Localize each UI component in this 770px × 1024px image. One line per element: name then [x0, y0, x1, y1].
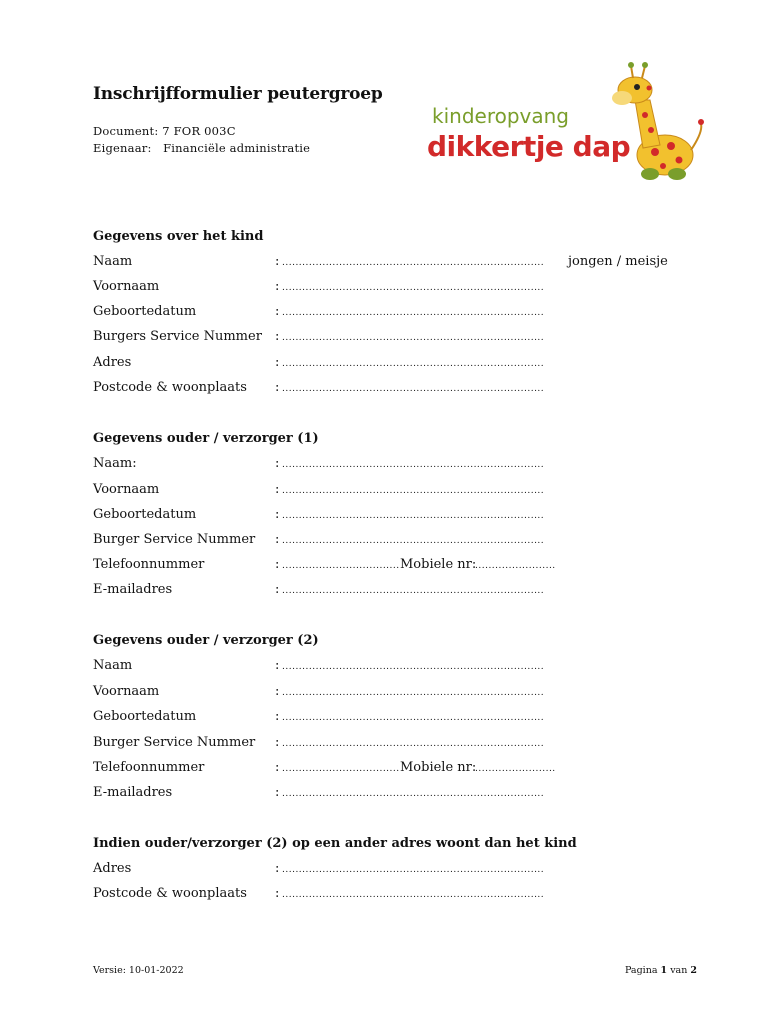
document-title: Inschrijfformulier peutergroep	[93, 84, 383, 104]
gender-choice[interactable]: jongen / meisje	[568, 254, 668, 269]
fill-line[interactable]: ..............................................................................	[282, 258, 545, 268]
fill-line-mobile[interactable]: ........................	[475, 764, 556, 774]
form-row	[93, 658, 693, 676]
field-colon: :	[275, 507, 280, 522]
field-colon: :	[275, 861, 280, 876]
field-label: Burgers Service Nummer	[93, 329, 262, 344]
form-row	[93, 861, 693, 879]
fill-line[interactable]: ..............................................................................	[282, 283, 545, 293]
field-label: Naam	[93, 254, 133, 269]
fill-line-mobile[interactable]: ........................	[475, 561, 556, 571]
fill-line[interactable]: ..............................................................................	[282, 460, 545, 470]
fill-line[interactable]: ..............................................................................	[282, 662, 545, 672]
fill-line[interactable]: ..............................................................................	[282, 486, 545, 496]
field-label: Geboortedatum	[93, 304, 197, 319]
footer-page-number	[625, 965, 697, 976]
field-label: Burger Service Nummer	[93, 735, 256, 750]
fill-line[interactable]: ...................................	[282, 561, 400, 571]
fill-line[interactable]: ..............................................................................	[282, 586, 545, 596]
field-label: Geboortedatum	[93, 709, 197, 724]
form-row	[93, 886, 693, 904]
fill-line[interactable]: ..............................................................................	[282, 890, 545, 900]
field-colon: :	[275, 482, 280, 497]
field-colon: :	[275, 355, 280, 370]
giraffe-icon	[605, 60, 715, 185]
logo-text-dikkertje-dap: dikkertje dap	[427, 130, 631, 163]
field-colon: :	[275, 709, 280, 724]
page-total: 2	[690, 965, 697, 976]
field-label: Naam	[93, 658, 133, 673]
page-separator: van	[670, 965, 688, 976]
logo-text-kinderopvang: kinderopvang	[432, 104, 569, 128]
field-colon: :	[275, 456, 280, 471]
field-colon: :	[275, 785, 280, 800]
section-heading-ouder1: Gegevens ouder / verzorger (1)	[93, 431, 319, 446]
document-number: Document: 7 FOR 003C	[93, 124, 236, 138]
fill-line[interactable]: ..............................................................................	[282, 333, 545, 343]
field-colon: :	[275, 304, 280, 319]
field-colon: :	[275, 380, 280, 395]
field-label: Burger Service Nummer	[93, 532, 256, 547]
section-heading-ouder2: Gegevens ouder / verzorger (2)	[93, 633, 319, 648]
field-colon: :	[275, 684, 280, 699]
field-label: Adres	[93, 861, 132, 876]
field-label: Telefoonnummer	[93, 760, 205, 775]
section-heading-kind: Gegevens over het kind	[93, 229, 264, 244]
fill-line[interactable]: ..............................................................................	[282, 739, 545, 749]
field-label: Voornaam	[93, 684, 160, 699]
page-prefix: Pagina	[624, 965, 658, 976]
fill-line[interactable]: ..............................................................................	[282, 713, 545, 723]
field-colon: :	[275, 735, 280, 750]
fill-line[interactable]: ..............................................................................	[282, 688, 545, 698]
field-colon: :	[275, 254, 280, 269]
form-row	[93, 329, 693, 347]
mobile-label: Mobiele nr:	[400, 557, 477, 572]
fill-line[interactable]: ..............................................................................	[282, 511, 545, 521]
form-row	[93, 380, 693, 398]
company-logo	[420, 60, 710, 190]
field-colon: :	[275, 329, 280, 344]
page-current: 1	[660, 965, 668, 976]
fill-line[interactable]: ..............................................................................	[282, 384, 545, 394]
form-row	[93, 507, 693, 525]
fill-line[interactable]: ..............................................................................	[282, 359, 545, 369]
form-row	[93, 735, 693, 753]
field-colon: :	[275, 582, 280, 597]
form-row	[93, 760, 693, 778]
footer-version: Versie: 10-01-2022	[93, 965, 184, 976]
mobile-label: Mobiele nr:	[400, 760, 477, 775]
field-label: Adres	[93, 355, 132, 370]
section-heading-ander-adres: Indien ouder/verzorger (2) op een ander adres woont dan het kind	[93, 836, 577, 851]
field-colon: :	[275, 760, 280, 775]
field-label: Voornaam	[93, 279, 160, 294]
fill-line[interactable]: ..............................................................................	[282, 308, 545, 318]
fill-line[interactable]: ..............................................................................	[282, 789, 545, 799]
field-label: Telefoonnummer	[93, 557, 205, 572]
form-row	[93, 684, 693, 702]
field-label: Postcode & woonplaats	[93, 380, 247, 395]
field-label: Voornaam	[93, 482, 160, 497]
field-label: Geboortedatum	[93, 507, 197, 522]
field-label: Postcode & woonplaats	[93, 886, 247, 901]
field-colon: :	[275, 658, 280, 673]
field-label: E-mailadres	[93, 582, 173, 597]
form-row	[93, 709, 693, 727]
form-row	[93, 279, 693, 297]
field-colon: :	[275, 886, 280, 901]
field-colon: :	[275, 557, 280, 572]
form-row	[93, 582, 693, 600]
document-owner: Eigenaar: Financiële administratie	[93, 141, 311, 155]
form-row	[93, 355, 693, 373]
field-label: Naam:	[93, 456, 137, 471]
form-row	[93, 785, 693, 803]
fill-line[interactable]: ..............................................................................	[282, 865, 545, 875]
fill-line[interactable]: ..............................................................................	[282, 536, 545, 546]
form-row	[93, 482, 693, 500]
form-row	[93, 456, 693, 474]
fill-line[interactable]: ...................................	[282, 764, 400, 774]
field-colon: :	[275, 279, 280, 294]
form-row	[93, 304, 693, 322]
field-label: E-mailadres	[93, 785, 173, 800]
form-row	[93, 557, 693, 575]
field-colon: :	[275, 532, 280, 547]
form-row	[93, 532, 693, 550]
form-row	[93, 254, 693, 272]
